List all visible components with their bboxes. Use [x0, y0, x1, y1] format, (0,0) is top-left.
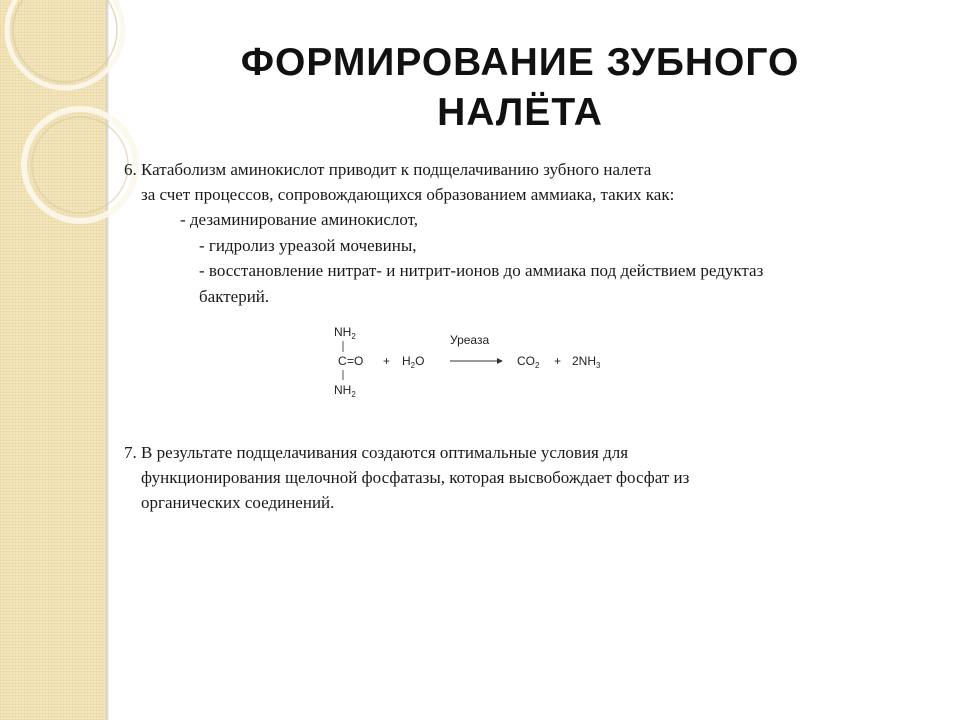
- decorative-circles: [0, 0, 140, 260]
- carbon-dioxide: $CO_2$: [517, 354, 540, 370]
- oxygen-double-bond: =O: [347, 354, 364, 368]
- water: $H_2O$: [402, 354, 425, 370]
- point6-item-2: - гидролиз уреазой мочевины,: [199, 236, 417, 255]
- point6-item-3-cont: бактерий.: [199, 287, 270, 306]
- title-line-2: НАЛЁТА: [437, 91, 603, 134]
- point7-line-1: 7. В результате подщелачивания создаются оптимальные условия для: [124, 443, 629, 462]
- point6-line-1: 6. Катаболизм аминокислот приводит к подщелачиванию зубного налета: [124, 160, 652, 179]
- arrow-head: [497, 358, 503, 364]
- plus-sign-2: +: [554, 354, 562, 368]
- point6-item-1: - дезаминирование аминокислот,: [180, 210, 419, 229]
- carbon-atom: C: [338, 354, 347, 368]
- point6-line-2: за счет процессов, сопровождающихся образованием аммиака, таких как:: [141, 185, 675, 204]
- enzyme-label: Уреаза: [450, 333, 490, 347]
- slide-title: [140, 38, 900, 138]
- plus-sign-1: +: [383, 354, 391, 368]
- ammonia: $2NH_3$: [572, 354, 601, 370]
- point7-line-3: органических соединений.: [141, 493, 335, 512]
- title-line-1: ФОРМИРОВАНИЕ ЗУБНОГО: [240, 41, 800, 84]
- point7-line-2: функционирования щелочной фосфатазы, которая высвобождает фосфат из: [141, 468, 690, 487]
- nh2-top: $NH_2$: [334, 325, 356, 341]
- point6-item-3: - восстановление нитрат- и нитрит-ионов до аммиака под действием редуктаз: [199, 261, 764, 280]
- urea-hydrolysis-equation: [330, 320, 630, 406]
- nh2-bottom: $NH_2$: [334, 383, 356, 399]
